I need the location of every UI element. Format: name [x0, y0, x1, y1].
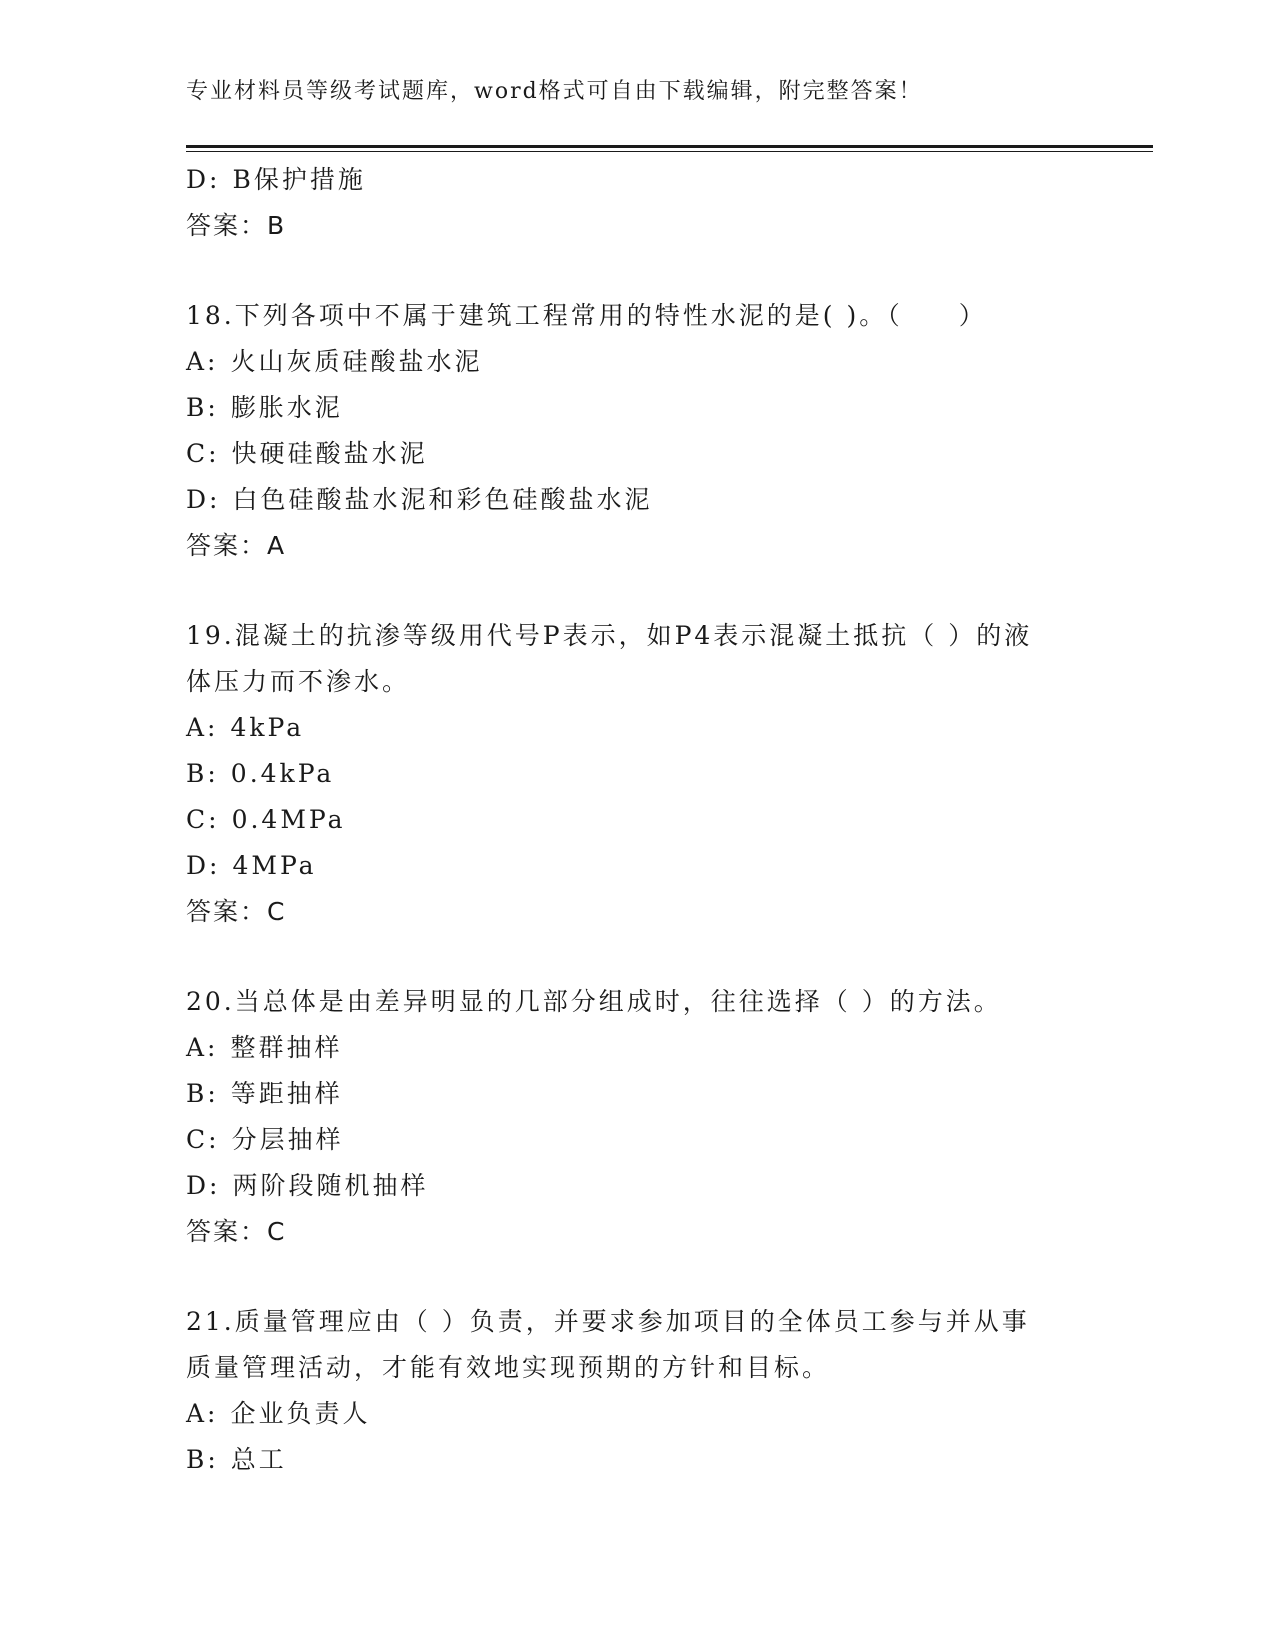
- option-c: [186, 1117, 1086, 1163]
- question-21: [186, 1299, 1086, 1483]
- option-text: 4MPa: [232, 851, 317, 880]
- option-text: 4kPa: [230, 713, 305, 742]
- option-b: [186, 1071, 1086, 1117]
- option-text: 0.4kPa: [230, 759, 335, 788]
- question-stem: 19.混凝土的抗渗等级用代号P表示，如P4表示混凝土抵抗（ ）的液: [186, 621, 1033, 650]
- option-a: [186, 339, 1086, 385]
- option-text: 企业负责人: [230, 1399, 371, 1428]
- question-19: [186, 613, 1086, 935]
- option-label: B:: [186, 1445, 219, 1474]
- option-d: [186, 843, 1086, 889]
- option-text: 0.4MPa: [231, 805, 346, 834]
- question-stem-continued: 质量管理活动，才能有效地实现预期的方针和目标。: [186, 1353, 831, 1382]
- option-c: [186, 797, 1086, 843]
- answer: 答案：B: [186, 211, 287, 240]
- option-a: [186, 705, 1086, 751]
- question-stem: 21.质量管理应由（ ）负责，并要求参加项目的全体员工参与并从事: [186, 1307, 1030, 1336]
- header-rule-thick: [186, 145, 1153, 148]
- answer: 答案：C: [186, 1217, 287, 1246]
- question-stem: 20.当总体是由差异明显的几部分组成时，往往选择（ ）的方法。: [186, 987, 1002, 1016]
- document-body: [186, 157, 1086, 1483]
- question-18: [186, 293, 1086, 569]
- option-d: [186, 1163, 1086, 1209]
- option-label: D:: [186, 485, 221, 514]
- option-text: 等距抽样: [230, 1079, 343, 1108]
- answer: 答案：C: [186, 897, 287, 926]
- option-text: B保护措施: [232, 165, 366, 194]
- option-text: 两阶段随机抽样: [232, 1171, 429, 1200]
- question-stem: 18.下列各项中不属于建筑工程常用的特性水泥的是( )。（ ）: [186, 301, 987, 330]
- option-b: [186, 1437, 1086, 1483]
- option-b: [186, 385, 1086, 431]
- option-text: 整群抽样: [230, 1033, 343, 1062]
- page-header: 专业材料员等级考试题库，word格式可自由下载编辑，附完整答案！: [186, 79, 923, 104]
- option-label: D:: [186, 165, 221, 194]
- option-c: [186, 431, 1086, 477]
- option-text: 膨胀水泥: [230, 393, 343, 422]
- option-label: D:: [186, 851, 221, 880]
- option-text: 总工: [230, 1445, 287, 1474]
- option-label: B:: [186, 393, 219, 422]
- option-text: 快硬硅酸盐水泥: [231, 439, 428, 468]
- option-text: 分层抽样: [231, 1125, 344, 1154]
- option-label: B:: [186, 759, 219, 788]
- option-label: C:: [186, 1125, 220, 1154]
- answer: 答案：A: [186, 531, 287, 560]
- option-text: 白色硅酸盐水泥和彩色硅酸盐水泥: [232, 485, 653, 514]
- option-label: D:: [186, 1171, 221, 1200]
- option-label: A:: [186, 1033, 219, 1062]
- question-stem-continued: 体压力而不渗水。: [186, 667, 411, 696]
- option-d: [186, 157, 1086, 203]
- option-label: A:: [186, 713, 219, 742]
- option-text: 火山灰质硅酸盐水泥: [230, 347, 483, 376]
- question-20: [186, 979, 1086, 1255]
- option-label: B:: [186, 1079, 219, 1108]
- option-d: [186, 477, 1086, 523]
- option-a: [186, 1025, 1086, 1071]
- option-a: [186, 1391, 1086, 1437]
- option-label: C:: [186, 805, 220, 834]
- header-rule-thin: [186, 151, 1153, 152]
- option-b: [186, 751, 1086, 797]
- option-label: A:: [186, 347, 219, 376]
- option-label: A:: [186, 1399, 219, 1428]
- option-label: C:: [186, 439, 220, 468]
